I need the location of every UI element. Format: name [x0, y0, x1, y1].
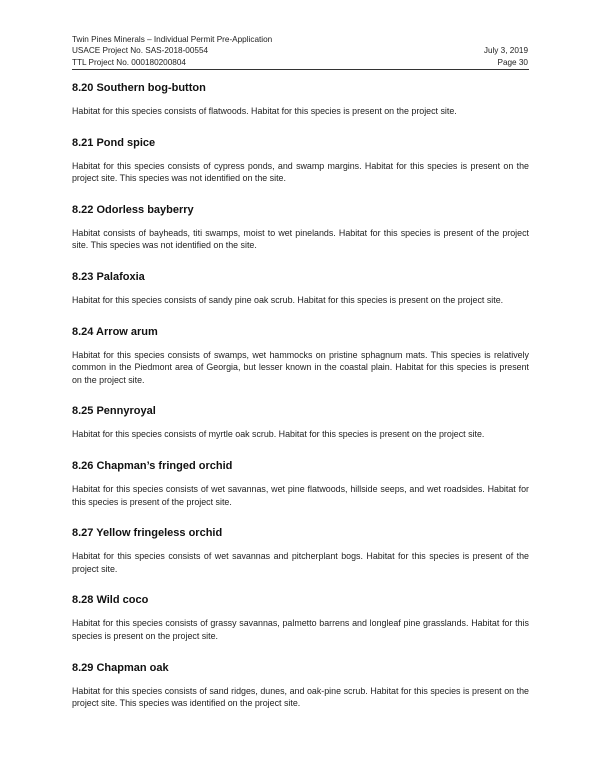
section-heading: 8.24 Arrow arum: [72, 325, 158, 338]
section-paragraph: Habitat for this species consists of myrtle oak scrub. Habitat for this species is present on the project site.: [72, 429, 485, 440]
section-heading: 8.27 Yellow fringeless orchid: [72, 527, 223, 540]
header-date: July 3, 2019: [483, 46, 528, 56]
section-8-27: [72, 526, 529, 575]
header-page-number: Page 30: [497, 57, 528, 67]
section-heading: 8.22 Odorless bayberry: [72, 203, 194, 216]
section-8-20: [72, 81, 529, 118]
section-paragraph: Habitat for this species consists of sandy pine oak scrub. Habitat for this species is present on the project site.: [72, 294, 504, 305]
section-8-29: [72, 661, 529, 710]
section-heading: 8.26 Chapman’s fringed orchid: [72, 459, 233, 472]
section-paragraph: Habitat consists of bayheads, titi swamps, moist to wet pinelands. Habitat for this species is present of the project site. This species was not identified on the site.: [72, 227, 529, 251]
section-8-28: [72, 593, 529, 642]
section-8-26: [72, 459, 529, 508]
page-header: [72, 34, 528, 68]
section-8-21: [72, 136, 529, 185]
section-paragraph: Habitat for this species consists of swamps, wet hammocks on pristine sphagnum mats. This species is relatively common in the Piedmont area of Georgia, but lesser known in the coastal plain. Habitat for this species is present on the project site.: [72, 349, 529, 385]
section-heading: 8.23 Palafoxia: [72, 270, 145, 283]
section-heading: 8.20 Southern bog-button: [72, 82, 206, 94]
header-project-title: Twin Pines Minerals – Individual Permit Pre-Application: [72, 35, 273, 44]
section-paragraph: Habitat for this species consists of wet savannas, wet pine flatwoods, hillside seeps, and wet roadsides. Habitat for this species is present of the project site.: [72, 483, 529, 507]
section-8-25: [72, 404, 529, 441]
header-row-2: [72, 45, 528, 56]
section-paragraph: Habitat for this species consists of sand ridges, dunes, and oak-pine scrub. Habitat for this species is present on the project site. This species was identified on the project site.: [72, 685, 529, 709]
section-paragraph: Habitat for this species consists of wet savannas and pitcherplant bogs. Habitat for this species is present of the project site.: [72, 551, 529, 574]
section-8-23: [72, 270, 529, 307]
header-usace-number: USACE Project No. SAS-2018-00554: [72, 46, 209, 56]
section-paragraph: Habitat for this species consists of flatwoods. Habitat for this species is present on the project site.: [72, 106, 457, 116]
header-ttl-number: TTL Project No. 000180200804: [72, 57, 186, 67]
header-row-3: [72, 57, 528, 68]
header-divider: [72, 69, 529, 70]
section-8-22: [72, 203, 529, 252]
section-8-24: [72, 325, 529, 387]
document-body: [72, 74, 529, 728]
section-heading: 8.21 Pond spice: [72, 136, 156, 149]
header-row-1: [72, 34, 528, 45]
section-paragraph: Habitat for this species consists of cypress ponds, and swamp margins. Habitat for this species is present on the project site. This species was not identified on the site.: [72, 160, 529, 184]
section-heading: 8.25 Pennyroyal: [72, 405, 156, 418]
section-heading: 8.28 Wild coco: [72, 594, 149, 607]
section-paragraph: Habitat for this species consists of grassy savannas, palmetto barrens and longleaf pine grasslands. Habitat for this species is present on the project site.: [72, 618, 529, 641]
section-heading: 8.29 Chapman oak: [72, 661, 169, 674]
